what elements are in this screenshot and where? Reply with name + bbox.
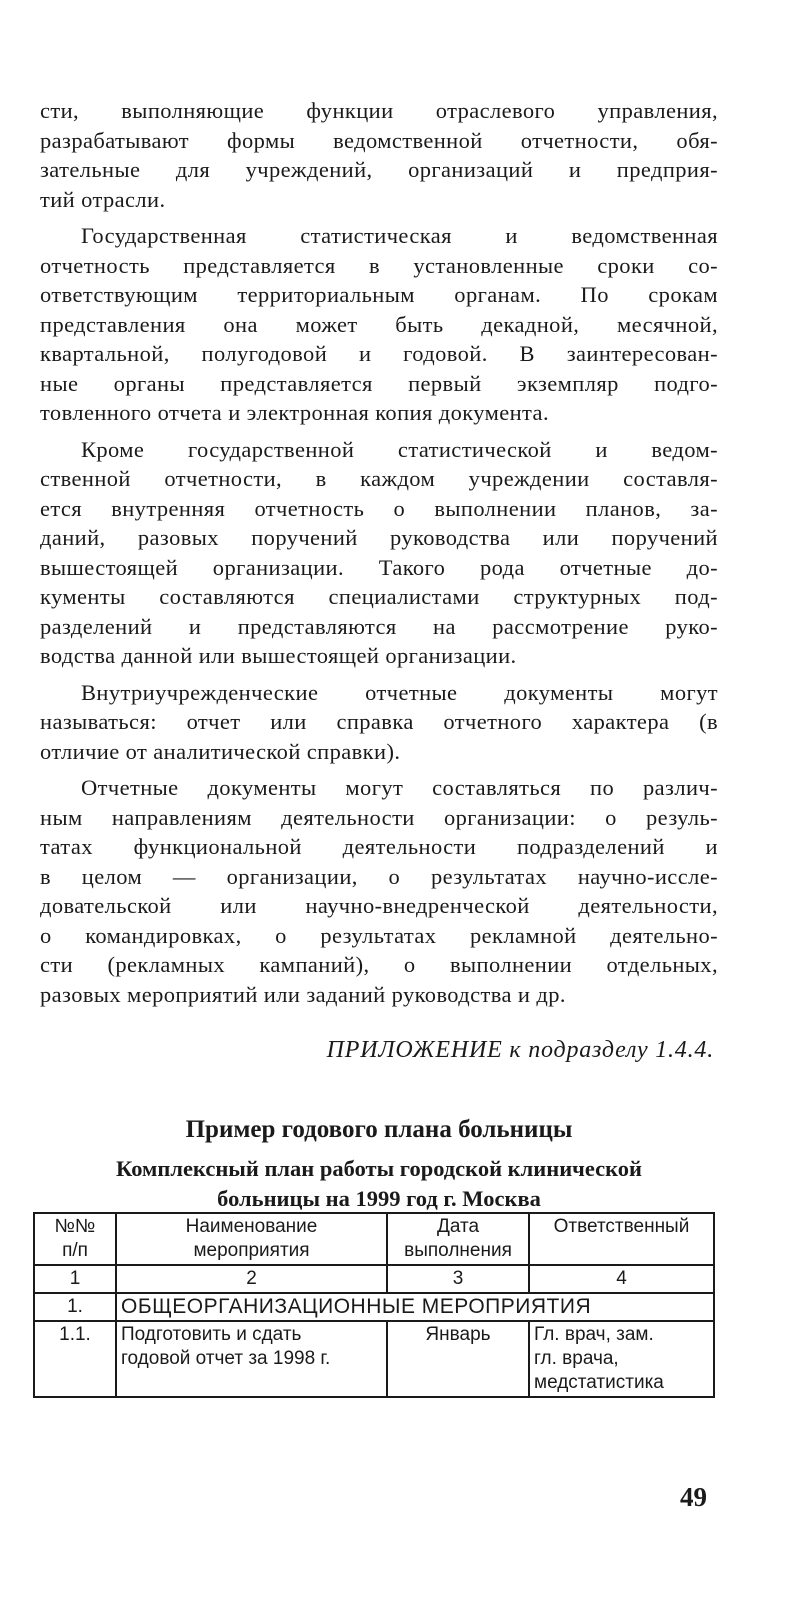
text-line: водства данной или вышестоящей организации. <box>40 643 517 668</box>
cell-line: гл. врача, <box>534 1348 619 1369</box>
header-text: Дата <box>436 1216 480 1237</box>
row-date: Январь <box>387 1321 529 1397</box>
text-line: ным направлениям деятельности организации: о резуль- <box>40 804 718 830</box>
section-title: ОБЩЕОРГАНИЗАЦИОННЫЕ МЕРОПРИЯТИЯ <box>116 1293 714 1321</box>
text-line: вышестоящей организации. Такого рода отчетные до- <box>40 554 718 580</box>
text-line: называться: отчет или справка отчетного характера (в <box>40 709 718 734</box>
text-line: Внутриучрежденческие отчетные документы могут <box>81 679 718 705</box>
text-line: представления она может быть декадной, месячной, <box>40 311 718 337</box>
text-line: квартальной, полугодовой и годовой. В заинтересован- <box>40 341 718 366</box>
text-line: кументы составляются специалистами структурных под- <box>40 584 718 609</box>
header-text: выполнения <box>404 1240 512 1261</box>
cell-line: Гл. врач, зам. <box>534 1324 654 1345</box>
column-number-row <box>34 1265 714 1293</box>
text-line: татах функциональной деятельности подразделений и <box>40 834 718 859</box>
paragraph <box>40 221 718 428</box>
paragraph <box>40 435 718 671</box>
row-responsible <box>529 1321 714 1397</box>
column-number: 2 <box>116 1265 387 1293</box>
text-line: о командировках, о результатах рекламной деятельно- <box>40 922 718 948</box>
text-line: ется внутренняя отчетность о выполнении планов, за- <box>40 495 718 521</box>
header-text: Ответственный <box>553 1216 690 1237</box>
text-line: ответствующим территориальным органам. По срокам <box>40 282 718 307</box>
text-line: ные органы представляется первый экземпляр подго- <box>40 370 718 396</box>
text-line: Кроме государственной статистической и ведом- <box>81 436 718 462</box>
text-line: Отчетные документы могут составляться по различ- <box>81 775 718 800</box>
table-row <box>34 1321 714 1397</box>
header-number <box>34 1213 116 1265</box>
header-text: п/п <box>62 1240 88 1261</box>
column-number: 4 <box>529 1265 714 1293</box>
header-text: №№ <box>54 1216 96 1237</box>
table-header-row <box>34 1213 714 1265</box>
text-line: отличие от аналитической справки). <box>40 738 401 764</box>
plan-title <box>40 1154 718 1214</box>
header-name <box>116 1213 387 1265</box>
header-text: мероприятия <box>193 1240 310 1261</box>
header-text: Наименование <box>185 1216 318 1237</box>
page-number: 49 <box>680 1482 707 1512</box>
text-line: разделений и представляются на рассмотрение руко- <box>40 613 718 639</box>
cell-line: годовой отчет за 1998 г. <box>121 1348 331 1369</box>
plan-title-line: больницы на 1999 год г. Москва <box>217 1186 541 1211</box>
text-line: даний, разовых поручений руководства или поручений <box>40 525 718 550</box>
text-line: тий отрасли. <box>40 186 166 212</box>
text-line: товленного отчета и электронная копия документа. <box>40 400 549 425</box>
paragraph <box>40 678 718 767</box>
text-line: сти (рекламных кампаний), о выполнении отдельных, <box>40 952 718 977</box>
text-line: разовых мероприятий или заданий руководства и др. <box>40 981 566 1007</box>
example-title: Пример годового плана больницы <box>185 1116 573 1143</box>
plan-title-line: Комплексный план работы городской клинической <box>116 1156 642 1181</box>
text-line: отчетность представляется в установленные сроки со- <box>40 252 718 278</box>
text-line: сти, выполняющие функции отраслевого управления, <box>40 98 718 123</box>
text-line: Государственная статистическая и ведомственная <box>81 223 718 248</box>
cell-line: медстатистика <box>534 1372 664 1393</box>
text-line: довательской или научно-внедренческой деятельности, <box>40 893 718 918</box>
section-number: 1. <box>34 1293 116 1321</box>
cell-line: Подготовить и сдать <box>121 1324 302 1345</box>
paragraph <box>40 773 718 1009</box>
text-line: зательные для учреждений, организаций и предприя- <box>40 157 718 182</box>
row-number: 1.1. <box>34 1321 116 1397</box>
section-row <box>34 1293 714 1321</box>
header-date <box>387 1213 529 1265</box>
plan-table <box>33 1212 715 1398</box>
column-number: 1 <box>34 1265 116 1293</box>
paragraph <box>40 96 718 214</box>
row-name <box>116 1321 387 1397</box>
page-body <box>40 96 718 1214</box>
appendix-label: ПРИЛОЖЕНИЕ к подразделу 1.4.4. <box>326 1037 714 1063</box>
text-line: разрабатывают формы ведомственной отчетности, обя- <box>40 127 718 153</box>
column-number: 3 <box>387 1265 529 1293</box>
text-line: ственной отчетности, в каждом учреждении составля- <box>40 466 718 491</box>
text-line: в целом — организации, о результатах научно-иссле- <box>40 863 718 889</box>
header-responsible <box>529 1213 714 1265</box>
